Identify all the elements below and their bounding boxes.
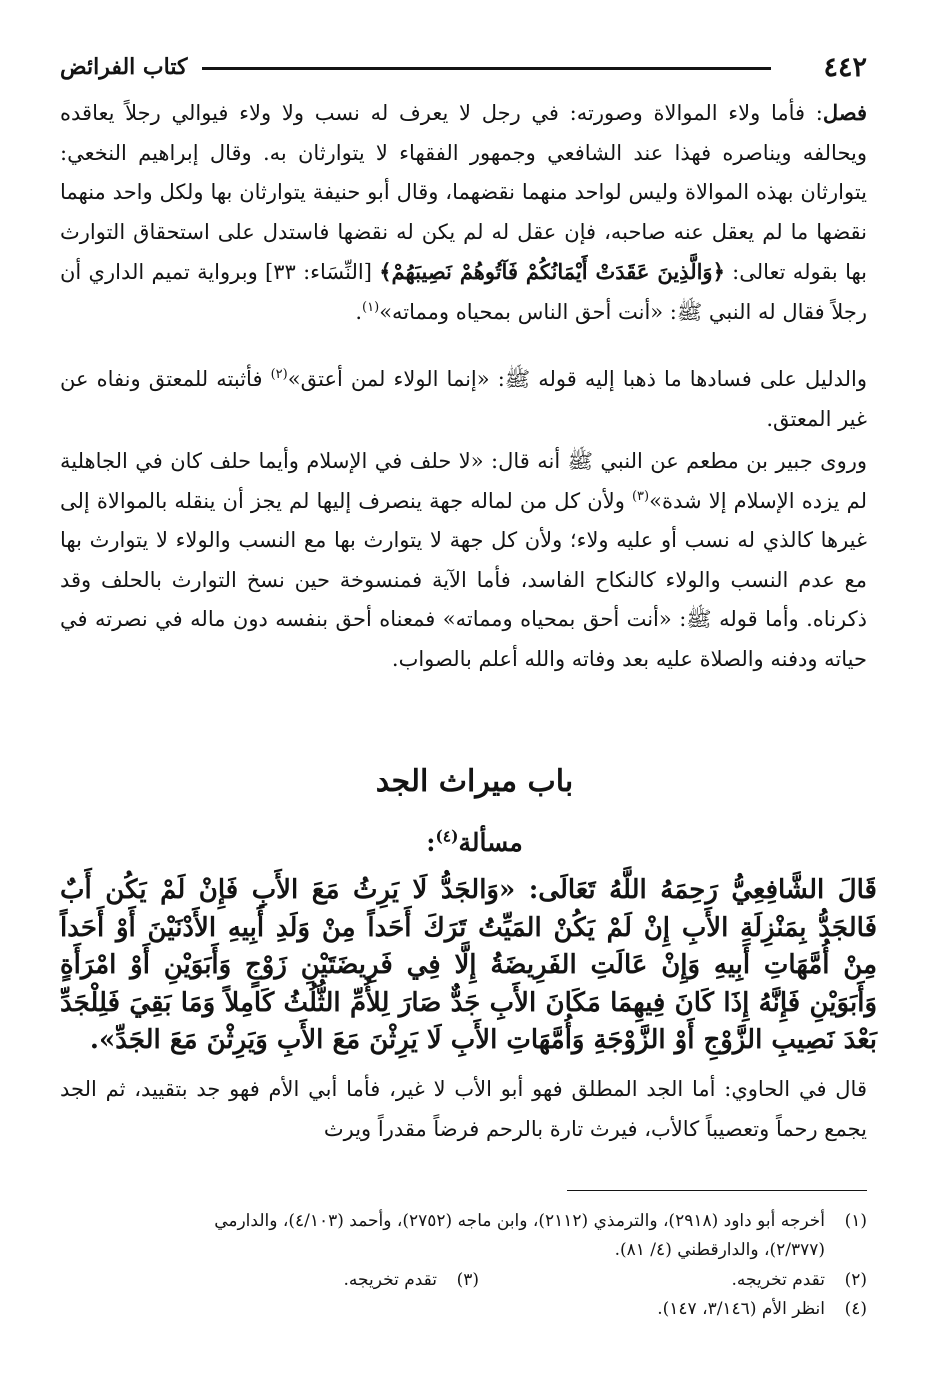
footnote-1 xyxy=(60,1208,867,1234)
footnote-ref-1: (١) xyxy=(362,299,380,315)
paragraph-end: . xyxy=(355,299,363,324)
issue-label: مسألة xyxy=(458,828,523,857)
footnote-text: أخرجه أبو داود (٢٩١٨)، والترمذي (٢١١٢)، وابن ماجه (٢٧٥٢)، وأحمد (٤/١٠٣)، والدارمي xyxy=(214,1211,825,1231)
paragraph-text: [النِّسَاء: ٣٣] وبرواية تميم الداري أن رجلاً فقال له النبي ﷺ: «أنت أحق الناس بمحياه ومماته» xyxy=(60,260,867,324)
paragraph-evidence xyxy=(60,360,867,439)
footnote-mark: (٢) xyxy=(844,1270,867,1290)
paragraph-text: وروى جبير بن مطعم عن النبي ﷺ أنه قال: «لا حلف في الإسلام وأيما حلف كان في الجاهلية لم يزده الإسلام إلا شدة» xyxy=(60,449,867,513)
footnote-4 xyxy=(60,1296,867,1322)
shafii-quote xyxy=(60,872,877,1060)
footnote-mark: (٣) xyxy=(456,1270,479,1290)
page-number: ٤٤٢ xyxy=(823,52,867,83)
paragraph-text: فأثبته للمعتق ونفاه عن غير المعتق. xyxy=(60,367,867,431)
page-header xyxy=(60,50,867,90)
issue-colon: : xyxy=(426,828,436,857)
commentary-text: قال في الحاوي: أما الجد المطلق فهو أبو الأب لا غير، فأما أبي الأم فهو جد بتقييد، ثم الجد يجمع رحماً وتعصيباً كالأب، فيرث تارة بالرحم فرضاً مقدراً ويرث xyxy=(60,1077,867,1141)
paragraph-walaa-definition xyxy=(60,93,867,332)
paragraph-text: : فأما ولاء الموالاة وصورته: في رجل لا يعرف له نسب ولا ولاء فيوالي رجلاً يعاقده ويحالفه ويناصره فهذا عند الشافعي وجمهور الفقهاء لا يتوارثان به. وقال إبراهيم النخعي: يتوارثان بهذه الموالاة وليس لواحد منهما نقضهما، وقال أبو حنيفة يتوارثان بها ولكل واحد منهما نقضها ما لم يعقل عنه صاحبه، فإن عقل له لم يكن له نقضها فاستدل على استحقاق التوارث بها بقوله تعالى: xyxy=(60,101,867,284)
footnote-text: انظر الأم (٣/١٤٦، ١٤٧). xyxy=(657,1299,825,1319)
footnote-1-continued: (٢/٣٧٧)، والدارقطني (٤/ ٨١). xyxy=(614,1240,825,1260)
footnote-3 xyxy=(60,1267,479,1293)
section-lead-word: فصل xyxy=(822,100,867,125)
quran-verse: ﴿وَالَّذِينَ عَقَدَتْ أَيْمَانُكُمْ فَآتُوهُمْ نَصِيبَهُمْ﴾ xyxy=(379,259,725,284)
footnote-mark: (١) xyxy=(844,1211,867,1231)
footnote-separator xyxy=(567,1190,867,1191)
footnote-ref-3: (٣) xyxy=(631,488,650,504)
footnote-mark: (٤) xyxy=(844,1299,867,1319)
book-title: كتاب الفرائض xyxy=(60,54,188,80)
commentary-paragraph xyxy=(60,1070,867,1149)
footnote-ref-4: (٤) xyxy=(435,826,459,846)
paragraph-jubayr-hadith xyxy=(60,442,867,679)
quote-text: قَالَ الشَّافِعِيُّ رَحِمَهُ اللَّهُ تَعَالَى: «وَالجَدُّ لَا يَرِثُ مَعَ الأَبِ فَإِنْ لَمْ يَكُن أَبٌ فَالجَدُّ بِمَنْزِلَةِ الأَبِ إِنْ لَمْ يَكُنْ المَيِّتُ تَرَكَ أَحَداً مِنْ وَلَدِ أَبِيهِ الأَدْنَيْنَ أَوْ أَحَداً مِنْ أُمَّهَاتِ أَبِيهِ وَإِنْ عَالَتِ الفَرِيضَةُ إِلَّا فِي فَرِيضَتَيْنِ زَوْجٍ وَأَبَوَيْنِ أَوْ امْرَأَةٍ وَأَبَوَيْنِ فَإِنَّهُ إِذَا كَانَ فِيهِمَا مَكَانَ الأَبِ جَدٌّ صَارَ لِلأُمِّ الثُّلُثُ كَامِلاً وَمَا بَقِيَ فَلِلْجَدِّ بَعْدَ نَصِيبِ الزَّوْجِ أَوْ الزَّوْجَةِ وَأُمَّهَاتِ الأَبِ لَا يَرِثْنَ مَعَ الأَبِ وَيَرِثْنَ مَعَ الجَدِّ». xyxy=(60,875,877,1055)
footnote-text: تقدم تخريجه. xyxy=(731,1270,825,1290)
footnote-ref-2: (٢) xyxy=(270,367,288,382)
paragraph-text: ولأن كل من لماله جهة ينصرف إليها لم يجز أن ينقله بالموالاة إلى غيرها كالذي له نسب أو عليه ولاء؛ ولأن كل جهة لا يتوارث بها مع النسب والولاء لا يتوارث بها مع عدم النسب والولاء كالنكاح الفاسد، فأما الآية فمنسوخة حين نسخ التوارث بالحلف وقد ذكرناه. وأما قوله ﷺ: «أنت أحق بمحياه ومماته» فمعناه أحق بنفسه دون ماله في نصرته في حياته ودفنه والصلاة عليه بعد وفاته والله أعلم بالصواب. xyxy=(60,488,867,671)
chapter-title: باب ميراث الجد xyxy=(375,764,574,799)
header-rule xyxy=(202,67,771,70)
issue-heading xyxy=(60,828,889,857)
footnote-text: تقدم تخريجه. xyxy=(343,1270,437,1290)
paragraph-text: والدليل على فسادها ما ذهبا إليه قوله ﷺ: «إنما الولاء لمن أعتق» xyxy=(287,367,867,391)
